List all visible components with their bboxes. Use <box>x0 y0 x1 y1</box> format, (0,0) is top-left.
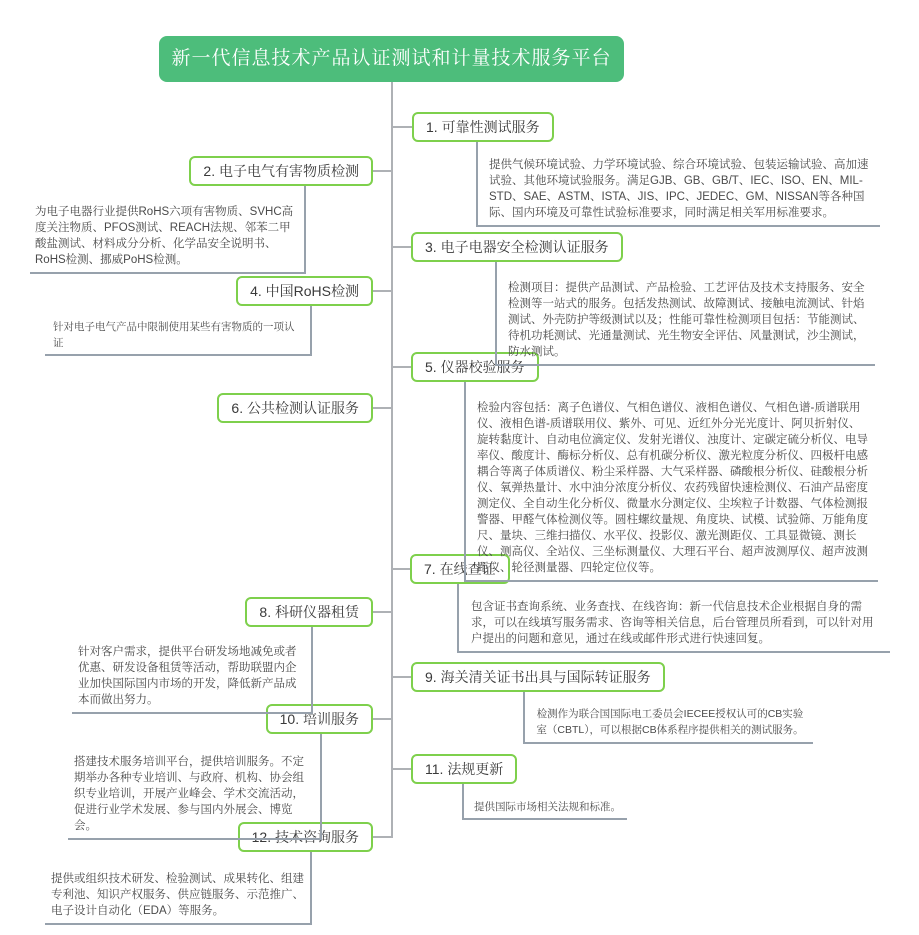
connector-line <box>391 568 410 570</box>
connector-line <box>372 718 391 720</box>
connector-line <box>391 126 412 128</box>
node-hazardous-substance[interactable]: 2. 电子电气有害物质检测 <box>189 156 373 186</box>
node-online-verification-desc[interactable]: 包含证书查询系统、业务查找、在线咨询：新一代信息技术企业根据自身的需求，可以在线填写服务需求、咨询等相关信息，后台管理员所看到，可以针对用户提出的问题和意见，通过在线或邮件形式进行快速回复。 <box>457 584 890 653</box>
node-customs-certificate[interactable]: 9. 海关清关证书出具与国际转证服务 <box>411 662 665 692</box>
node-china-rohs-desc[interactable]: 针对电子电气产品中限制使用某些有害物质的一项认证 <box>45 306 312 356</box>
node-regulation-update[interactable]: 11. 法规更新 <box>411 754 517 784</box>
node-public-testing[interactable]: 6. 公共检测认证服务 <box>217 393 373 423</box>
connector-line <box>372 611 391 613</box>
connector-line <box>391 366 411 368</box>
node-research-instrument-lease-desc[interactable]: 针对客户需求，提供平台研发场地减免或者优惠、研发设备租赁等活动，帮助联盟内企业加快国际国内市场的开发，降低新产品成本而做出努力。 <box>72 627 313 714</box>
node-technical-consulting-desc[interactable]: 提供或组织技术研发、检验测试、成果转化、组建专利池、知识产权服务、供应链服务、示范推广、电子设计自动化（EDA）等服务。 <box>45 852 312 925</box>
connector-line <box>391 768 411 770</box>
connector-line <box>391 246 411 248</box>
node-customs-certificate-desc[interactable]: 检测作为联合国国际电工委员会IECEE授权认可的CB实验室（CBTL），可以根据CB体系程序提供相关的测试服务。 <box>523 692 813 744</box>
node-online-verification[interactable]: 7. 在线查证 <box>410 554 510 584</box>
connector-line <box>372 836 391 838</box>
node-technical-consulting[interactable]: 12. 技术咨询服务 <box>238 822 373 852</box>
node-safety-certification-desc[interactable]: 检测项目：提供产品测试、产品检验、工艺评估及技术支持服务、安全检测等一站式的服务。包括发热测试、故障测试、接触电流测试、针焰测试、外壳防护等级测试以及；性能可靠性检测项目包括：节能测试、待机功耗测试、光通量测试、光生物安全评估、风量测试，沙尘测试，防水测试。 <box>495 262 875 366</box>
spine-line <box>391 82 393 838</box>
node-safety-certification[interactable]: 3. 电子电器安全检测认证服务 <box>411 232 623 262</box>
node-instrument-calibration-desc[interactable]: 检验内容包括：离子色谱仪、气相色谱仪、液相色谱仪、气相色谱-质谱联用仪、液相色谱-质谱联用仪、紫外、可见、近红外分光光度计、阿贝折射仪、旋转黏度计、自动电位滴定仪、发射光谱仪、浊度计、定碳定硫分析仪、电导率仪、酸度计、酶标分析仪、总有机碳分析仪、激光粒度分析仪、四极杆电感耦合等离子体质谱仪、粉尘采样器、大气采样器、磷酸根分析仪、硅酸根分析仪、氧弹热量计、水中油分浓度分析仪、农药残留快速检测仪、石油产品密度测定仪、全自动生化分析仪、微量水分测定仪、尘埃粒子计数器、气体检测报警器、甲醛气体检测仪等。圆柱螺纹量规、角度块、试模、试验筛、万能角度尺、量块、三维扫描仪、水平仪、投影仪、激光测距仪、工具显微镜、测长仪、测高仪、全站仪、三坐标测量仪、大理石平台、超声波测厚仪、超声波测距仪、轮径测量器、四轮定位仪等。 <box>464 382 878 582</box>
connector-line <box>372 290 391 292</box>
node-regulation-update-desc[interactable]: 提供国际市场相关法规和标准。 <box>462 784 627 820</box>
node-reliability-testing[interactable]: 1. 可靠性测试服务 <box>412 112 554 142</box>
connector-line <box>372 407 391 409</box>
node-training-service-desc[interactable]: 搭建技术服务培训平台，提供培训服务。不定期举办各种专业培训、与政府、机构、协会组织专业培训，开展产业峰会、学术交流活动，促进行业学术发展、参与国内外展会、博览会。 <box>68 734 322 840</box>
node-training-service[interactable]: 10. 培训服务 <box>266 704 373 734</box>
connector-line <box>391 676 411 678</box>
node-reliability-testing-desc[interactable]: 提供气候环境试验、力学环境试验、综合环境试验、包装运输试验、高加速试验、其他环境试验服务。满足GJB、GB、GB/T、IEC、ISO、EN、MIL-STD、SAE、ASTM、ISTA、JIS、IPC、JEDEC、GM、NISSAN等各种国际、国内环境及可靠性试验标准要求，同时满足相关军用标准要求。 <box>476 142 880 227</box>
connector-line <box>372 170 391 172</box>
node-china-rohs[interactable]: 4. 中国RoHS检测 <box>236 276 373 306</box>
root-node[interactable]: 新一代信息技术产品认证测试和计量技术服务平台 <box>159 36 624 82</box>
node-hazardous-substance-desc[interactable]: 为电子电器行业提供RoHS六项有害物质、SVHC高度关注物质、PFOS测试、REACH法规、邻苯二甲酸盐测试、材料成分分析、化学品安全说明书、RoHS检测、挪威PoHS检测。 <box>30 186 306 274</box>
node-research-instrument-lease[interactable]: 8. 科研仪器租赁 <box>245 597 373 627</box>
node-instrument-calibration[interactable]: 5. 仪器校验服务 <box>411 352 539 382</box>
